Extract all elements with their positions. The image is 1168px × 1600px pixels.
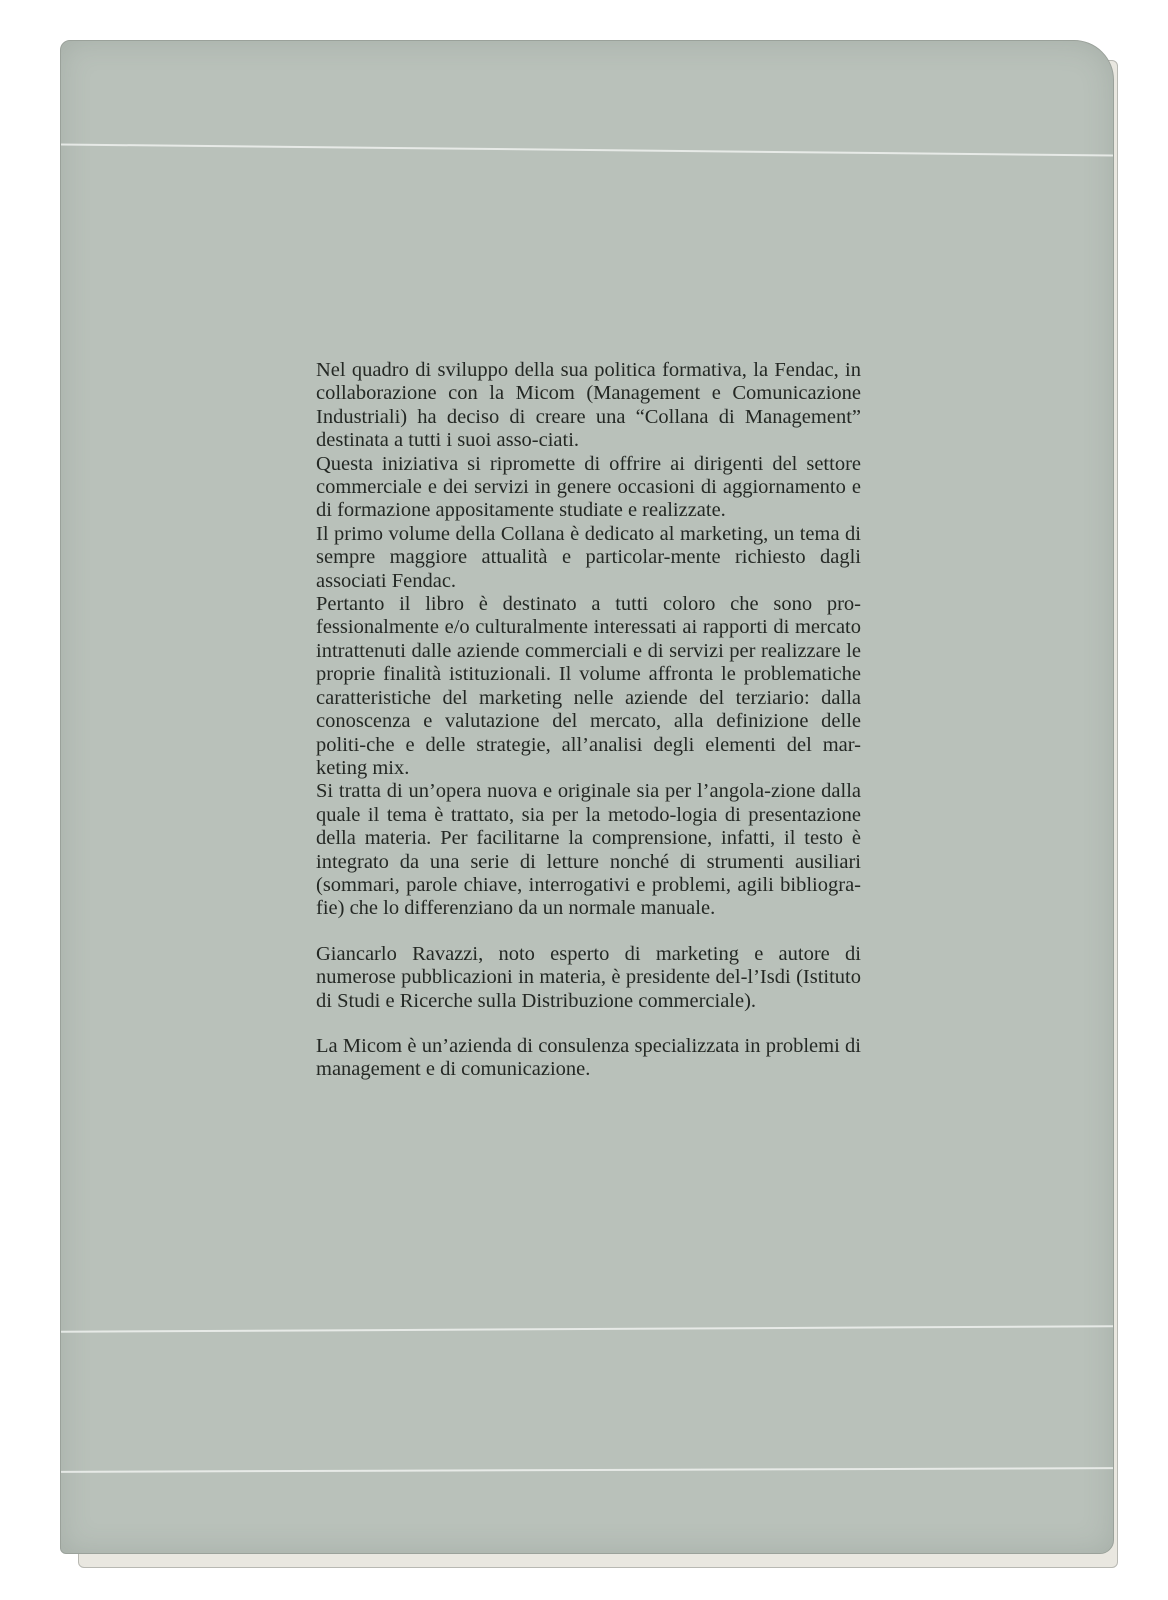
decorative-line-bottom-2 xyxy=(61,1467,1113,1473)
paragraph-micom: La Micom è un’azienda di consulenza specializzata in problemi di management e di comunicazione. xyxy=(316,1034,861,1081)
paragraph-primo-volume: Il primo volume della Collana è dedicato al marketing, un tema di sempre maggiore attualità e particolar-mente richiesto dagli associati Fendac. xyxy=(316,522,861,592)
paragraph-destinatari: Pertanto il libro è destinato a tutti coloro che sono pro-fessionalmente e/o culturalmente interessati ai rapporti di mercato intrattenuti dalle aziende commerciali e di servizi per realizzare le proprie finalità istituzionali. Il volume affronta le problematiche caratteristiche del marketing nelle aziende del terziario: dalla conoscenza e valutazione del mercato, alla definizione delle politi-che e delle strategie, all’analisi degli elementi del mar-keting mix. xyxy=(316,593,861,779)
decorative-line-bottom-1 xyxy=(61,1325,1113,1333)
paragraph-opera-nuova: Si tratta di un’opera nuova e originale sia per l’angola-zione dalla quale il tema è trattato, sia per la metodo-logia di presentazione della materia. Per facilitarne la comprensione, infatti, il testo è integrato da una serie di letture nonché di strumenti ausiliari (sommari, parole chiave, interrogativi e problemi, agili bibliogra-fie) che lo differenziano da un normale manuale. xyxy=(316,780,861,920)
decorative-line-top xyxy=(61,143,1113,156)
book-back-cover xyxy=(60,40,1114,1554)
paragraph-iniziativa: Questa iniziativa si ripromette di offrire ai dirigenti del settore commerciale e dei servizi in genere occasioni di aggiornamento e di formazione appositamente studiate e realizzate. xyxy=(316,452,861,522)
paragraph-collana-intro: Nel quadro di sviluppo della sua politica formativa, la Fendac, in collaborazione con la Micom (Management e Comunicazione Industriali) ha deciso di creare una “Collana di Management” destinata a tutti i suoi asso-ciati. xyxy=(316,359,861,452)
paragraph-author-bio: Giancarlo Ravazzi, noto esperto di marketing e autore di numerose pubblicazioni in materia, è presidente del-l’Isdi (Istituto di Studi e Ricerche sulla Distribuzione commerciale). xyxy=(316,942,861,1012)
blurb-text xyxy=(316,359,861,1082)
